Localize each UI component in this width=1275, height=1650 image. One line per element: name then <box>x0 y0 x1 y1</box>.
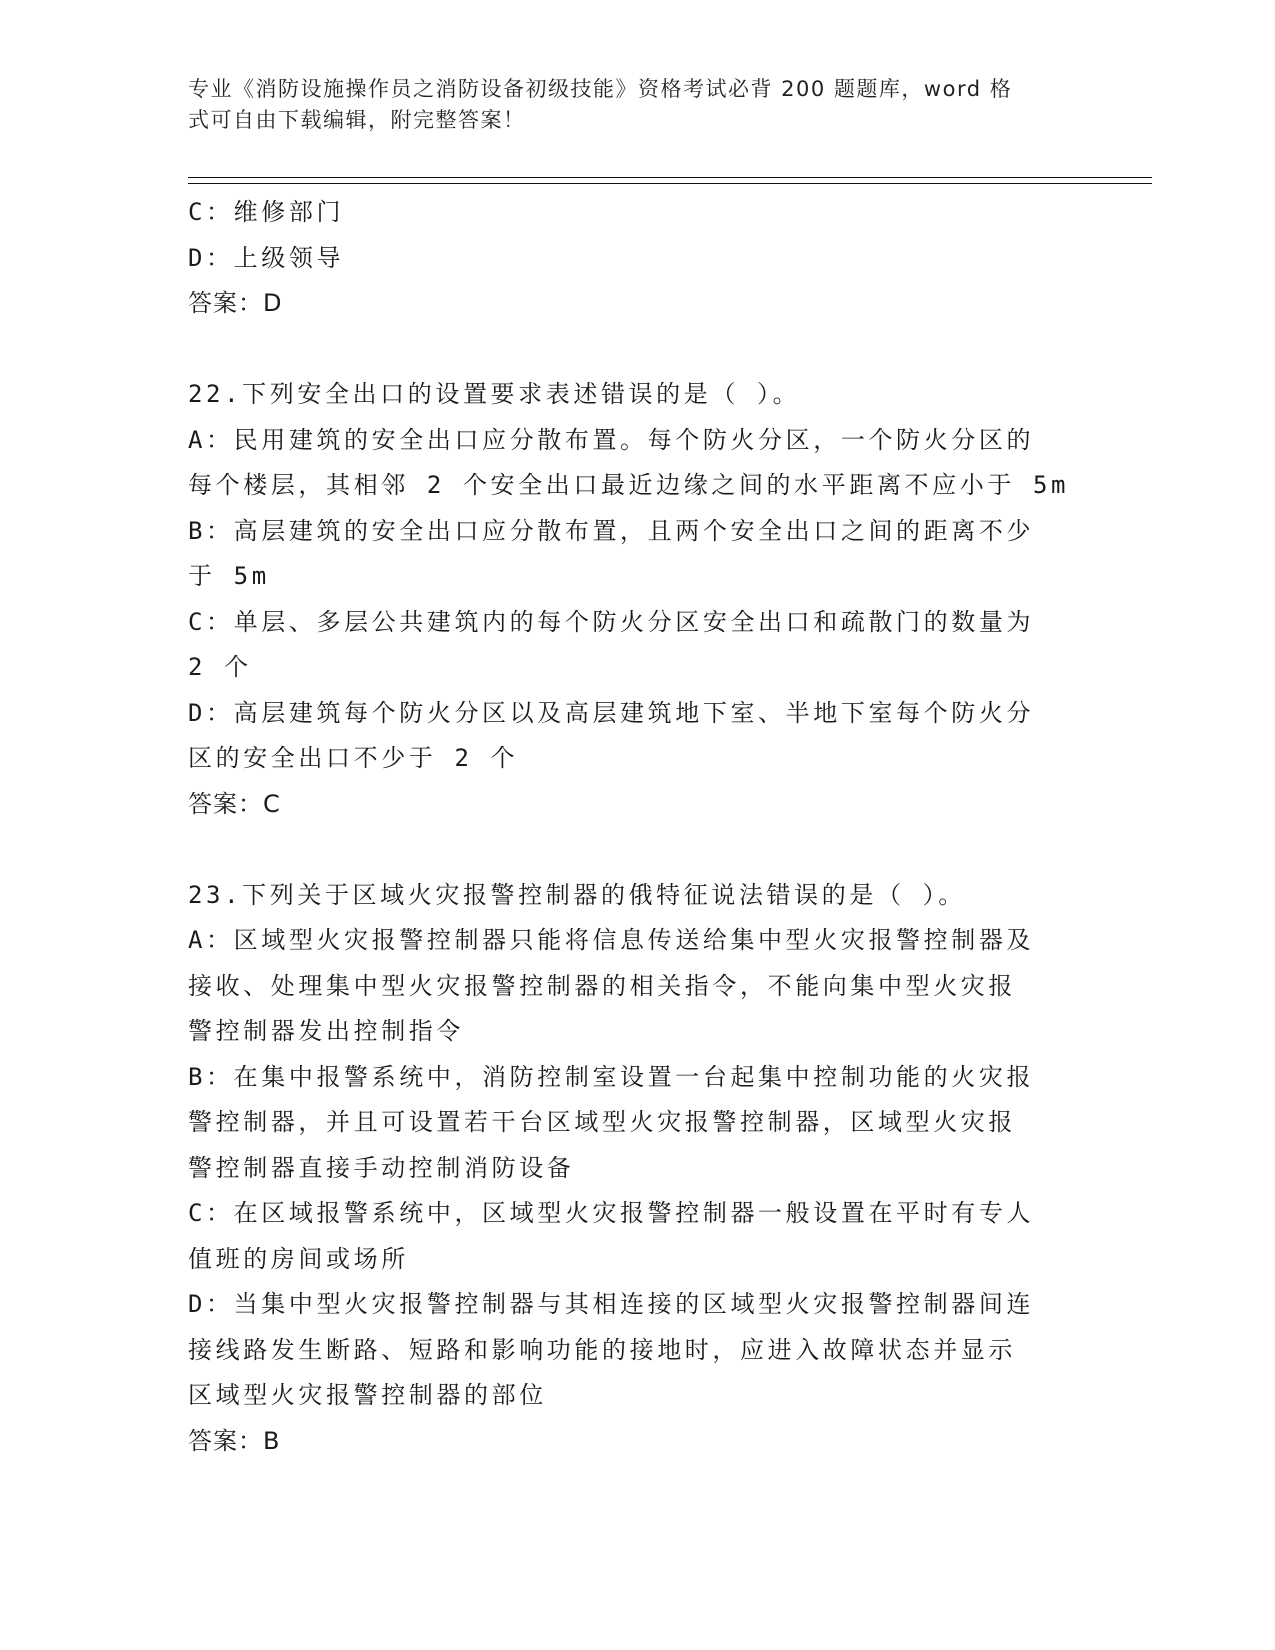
header-line-2: 式可自由下载编辑，附完整答案！ <box>188 108 526 132</box>
q22-option-c-line-1: C：单层、多层公共建筑内的每个防火分区安全出口和疏散门的数量为 <box>188 607 1035 636</box>
q23-option-b-line-1: B：在集中报警系统中，消防控制室设置一台起集中控制功能的火灾报 <box>188 1062 1035 1091</box>
q23-option-a-line-3: 警控制器发出控制指令 <box>188 1017 464 1045</box>
q23-option-b-line-3: 警控制器直接手动控制消防设备 <box>188 1153 575 1182</box>
q23-option-d-line-2: 接线路发生断路、短路和影响功能的接地时，应进入故障状态并显示 <box>188 1335 1016 1364</box>
q22-stem: 22.下列安全出口的设置要求表述错误的是（ ）。 <box>188 380 801 408</box>
q23-option-d-line-3: 区域型火灾报警控制器的部位 <box>188 1381 547 1409</box>
q23-answer: 答案：B <box>188 1426 281 1455</box>
q22-option-d-line-1: D：高层建筑每个防火分区以及高层建筑地下室、半地下室每个防火分 <box>188 698 1035 727</box>
q23-option-a-line-2: 接收、处理集中型火灾报警控制器的相关指令，不能向集中型火灾报 <box>188 971 1016 1000</box>
q22-option-d-line-2: 区的安全出口不少于 2 个 <box>188 744 519 772</box>
q22-option-a-line-2: 每个楼层，其相邻 2 个安全出口最近边缘之间的水平距离不应小于 5m <box>188 471 1070 499</box>
q22-option-c-line-2: 2 个 <box>188 653 252 681</box>
q22-option-a-line-1: A：民用建筑的安全出口应分散布置。每个防火分区，一个防火分区的 <box>188 425 1035 454</box>
q22-answer: 答案：C <box>188 789 281 818</box>
prev-answer: 答案：D <box>188 289 283 317</box>
q23-option-c-line-1: C：在区域报警系统中，区域型火灾报警控制器一般设置在平时有专人 <box>188 1199 1035 1227</box>
document-body <box>188 190 1088 1464</box>
header-line-1: 专业《消防设施操作员之消防设备初级技能》资格考试必背 200 题题库，word 格 <box>188 77 1013 101</box>
spacer <box>188 327 1088 373</box>
prev-option-d: D：上级领导 <box>188 243 345 272</box>
q22-option-b-line-1: B：高层建筑的安全出口应分散布置，且两个安全出口之间的距离不少 <box>188 516 1035 545</box>
header-rule-bottom <box>188 183 1152 184</box>
prev-option-c: C：维修部门 <box>188 198 345 226</box>
q23-option-d-line-1: D：当集中型火灾报警控制器与其相连接的区域型火灾报警控制器间连 <box>188 1290 1035 1318</box>
document-header <box>188 74 1068 136</box>
q23-option-c-line-2: 值班的房间或场所 <box>188 1244 409 1273</box>
q23-option-b-line-2: 警控制器，并且可设置若干台区域型火灾报警控制器，区域型火灾报 <box>188 1108 1016 1136</box>
q23-option-a-line-1: A：区域型火灾报警控制器只能将信息传送给集中型火灾报警控制器及 <box>188 926 1035 954</box>
spacer <box>188 827 1088 873</box>
q22-option-b-line-2: 于 5m <box>188 562 270 590</box>
header-rule-top <box>188 177 1152 178</box>
q23-stem: 23.下列关于区域火灾报警控制器的俄特征说法错误的是（ ）。 <box>188 880 966 909</box>
